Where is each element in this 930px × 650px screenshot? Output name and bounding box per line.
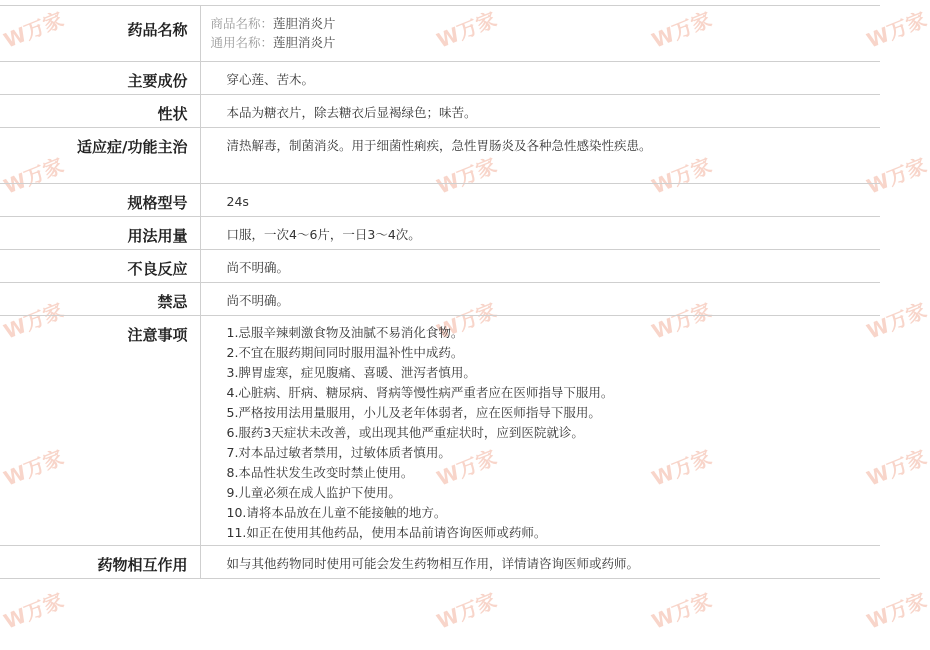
watermark-logo: W万家	[648, 153, 715, 199]
drug-info-table	[0, 5, 880, 579]
precaution-item: 2.不宜在服药期间同时服用温补性中成药。	[226, 345, 464, 360]
value-dosage: 口服，一次4～6片，一日3～4次。	[200, 217, 880, 250]
label-indications: 适应症/功能主治	[0, 128, 200, 184]
value-appearance: 本品为糖衣片，除去糖衣后显褐绿色；味苦。	[200, 95, 880, 128]
row-spec	[0, 184, 880, 217]
value-contraindications: 尚不明确。	[200, 283, 880, 316]
row-contraindications	[0, 283, 880, 316]
row-dosage	[0, 217, 880, 250]
generic-name-value: 莲胆消炎片	[273, 35, 336, 50]
row-indications	[0, 128, 880, 184]
watermark-logo: W万家	[648, 7, 715, 53]
precaution-item: 7.对本品过敏者禁用，过敏体质者慎用。	[226, 445, 451, 460]
value-spec: 24s	[200, 184, 880, 217]
watermark-logo: W万家	[0, 153, 67, 199]
watermark-logo: W万家	[0, 7, 67, 53]
value-interactions: 如与其他药物同时使用可能会发生药物相互作用，详情请咨询医师或药师。	[200, 546, 880, 579]
generic-name-prefix: 通用名称：	[210, 35, 274, 50]
watermark-logo: W万家	[0, 298, 67, 344]
label-spec: 规格型号	[0, 184, 200, 217]
precaution-item: 3.脾胃虚寒，症见腹痛、喜暖、泄泻者慎用。	[226, 365, 476, 380]
watermark-logo: W万家	[863, 298, 930, 344]
label-interactions: 药物相互作用	[0, 546, 200, 579]
watermark-logo: W万家	[433, 153, 500, 199]
watermark-logo: W万家	[648, 298, 715, 344]
watermark-logo: W万家	[433, 298, 500, 344]
row-interactions	[0, 546, 880, 579]
row-ingredients	[0, 62, 880, 95]
watermark-logo: W万家	[433, 588, 500, 634]
watermark-logo: W万家	[0, 588, 67, 634]
watermark-logo: W万家	[863, 153, 930, 199]
watermark-logo: W万家	[433, 7, 500, 53]
label-precautions: 注意事项	[0, 316, 200, 546]
watermark-logo: W万家	[863, 588, 930, 634]
precaution-item: 11.如正在使用其他药品，使用本品前请咨询医师或药师。	[226, 525, 547, 540]
value-adverse: 尚不明确。	[200, 250, 880, 283]
trade-name-line	[211, 14, 871, 33]
row-adverse	[0, 250, 880, 283]
value-precautions	[200, 316, 880, 546]
label-drug-name: 药品名称	[0, 6, 200, 62]
label-adverse: 不良反应	[0, 250, 200, 283]
precaution-item: 8.本品性状发生改变时禁止使用。	[226, 465, 414, 480]
label-ingredients: 主要成份	[0, 62, 200, 95]
watermark-logo: W万家	[863, 7, 930, 53]
generic-name-line	[211, 33, 871, 52]
value-drug-name	[200, 6, 880, 62]
watermark-logo: W万家	[648, 445, 715, 491]
precaution-item: 6.服药3天症状未改善，或出现其他严重症状时，应到医院就诊。	[226, 425, 584, 440]
row-precautions	[0, 316, 880, 546]
row-drug-name	[0, 6, 880, 62]
row-appearance	[0, 95, 880, 128]
watermark-logo: W万家	[863, 445, 930, 491]
value-ingredients: 穿心莲、苦木。	[200, 62, 880, 95]
trade-name-prefix: 商品名称：	[210, 16, 274, 31]
precaution-item: 5.严格按用法用量服用，小儿及老年体弱者，应在医师指导下服用。	[226, 405, 601, 420]
label-appearance: 性状	[0, 95, 200, 128]
precaution-item: 4.心脏病、肝病、糖尿病、肾病等慢性病严重者应在医师指导下服用。	[226, 385, 614, 400]
label-dosage: 用法用量	[0, 217, 200, 250]
precaution-item: 9.儿童必须在成人监护下使用。	[226, 485, 401, 500]
watermark-logo: W万家	[0, 445, 67, 491]
watermark-logo: W万家	[433, 445, 500, 491]
watermark-logo: W万家	[648, 588, 715, 634]
precaution-item: 10.请将本品放在儿童不能接触的地方。	[226, 505, 447, 520]
precaution-item: 1.忌服辛辣刺激食物及油腻不易消化食物。	[226, 325, 464, 340]
value-indications: 清热解毒，制菌消炎。用于细菌性痢疾，急性胃肠炎及各种急性感染性疾患。	[200, 128, 880, 184]
label-contraindications: 禁忌	[0, 283, 200, 316]
trade-name-value: 莲胆消炎片	[273, 16, 336, 31]
